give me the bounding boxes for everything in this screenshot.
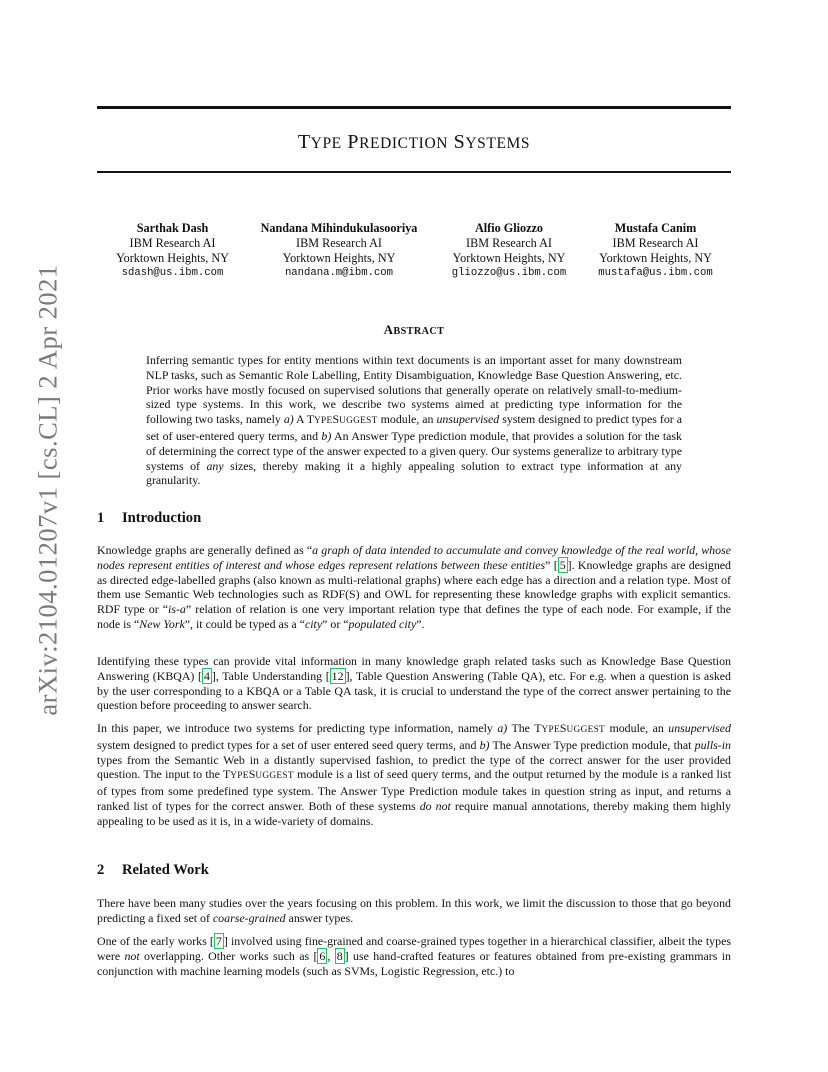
citation-link[interactable]: 12 <box>331 668 344 683</box>
title-rule-top <box>97 106 731 109</box>
author-affiliation: IBM Research AI <box>129 236 216 250</box>
author-email[interactable]: mustafa@us.ibm.com <box>598 267 713 279</box>
author-location: Yorktown Heights, NY <box>599 251 712 265</box>
author-affiliation: IBM Research AI <box>296 236 382 250</box>
author-email[interactable]: gliozzo@us.ibm.com <box>451 267 567 279</box>
typesuggest-name: TYPESUGGEST <box>222 767 294 782</box>
paragraph: In this paper, we introduce two systems for predicting type information, namely a) The TYPESUGGEST module, an unsupervised system designed to predict types for a set of user entered seed query terms, and b) The Answer Type prediction module, that pulls-in types from the Semantic Web in a distantly supervised fashion, to predict the type of the correct answer for the user provided question. The input to the TYPESUGGEST module is a list of seed query terms, and the output returned by the module is a ranked list of types from some predefined type system. The Answer Type Prediction module takes in question string as input, and returns a ranked list of types for the correct answer. Both of these systems do not require manual annotations, thereby making them highly appealing to be used as it is, in a wide-variety of domains. <box>97 721 731 828</box>
author-name: Sarthak Dash <box>136 221 209 235</box>
author-block <box>584 221 727 281</box>
author-email[interactable]: sdash@us.ibm.com <box>121 267 224 279</box>
author-block <box>246 221 432 281</box>
author-block <box>95 221 250 281</box>
author-affiliation: IBM Research AI <box>466 236 552 250</box>
author-location: Yorktown Heights, NY <box>116 251 229 265</box>
abstract-text: Inferring semantic types for entity mentions within text documents is an important asset for many downstream NLP tasks, such as Semantic Role Labelling, Entity Disambiguation, Knowledge Base Question Answering, etc. Prior works have mostly focused on supervised solutions that generally operate on relatively small-to-medium-sized type systems. In this work, we describe two systems aimed at predicting type information for the following two tasks, namely a) A TYPESUGGEST module, an unsupervised system designed to predict types for a set of user-entered query terms, and b) An Answer Type prediction module, that provides a solution for the task of determining the correct type of the answer expected to a given query. Our systems generalize to arbitrary type systems of any sizes, thereby making it a highly appealing solution to extract type information at any granularity. <box>146 353 683 488</box>
paragraph: Knowledge graphs are generally defined as “a graph of data intended to accumulate and convey knowledge of the real world, whose nodes represent entities of interest and whose edges represent relations between these entities” [ 5 ]. Knowledge graphs are designed as directed edge-labelled graphs (also known as multi-relational graphs) where each edge has a direction and a relation type. Most of them use Semantic Web technologies such as RDF(S) and OWL for representing these knowledge graphs with explicit semantics. RDF type or “is-a” relation of relation is one very important relation type that defines the type of each node. For example, if the node is “New York”, it could be typed as a “city” or “populated city”. <box>97 543 732 631</box>
typesuggest-name: TYPESUGGEST <box>306 412 378 427</box>
section-heading-related-work: 2 Related Work <box>97 862 209 878</box>
author-location: Yorktown Heights, NY <box>282 251 396 265</box>
citation-link[interactable]: 6 <box>319 948 326 963</box>
author-name: Nandana Mihindukulasooriya <box>260 221 418 235</box>
paragraph: Identifying these types can provide vital information in many knowledge graph related tasks such as Knowledge Base Question Answering (KBQA) [ 4 ], Table Understanding [ 12 ], Table Question Answering (Table QA), etc. For e.g. when a question is asked by the user corresponding to a KBQA or a Table QA task, it is crucial to understand the type of the correct answer pertaining to the question before proceeding to answer search. <box>97 654 731 713</box>
paragraph: One of the early works [ 7 ] involved using fine-grained and coarse-grained types together in a hierarchical classifier, albeit the types were not overlapping. Other works such as [ 6 , 8 ] use hand-crafted features or features obtained from pre-existing grammars in conjunction with machine learning models (such as SVMs, Logistic Regression, etc.) to <box>97 934 731 978</box>
citation-link[interactable]: 4 <box>203 668 210 683</box>
citation-link[interactable]: 5 <box>559 557 566 572</box>
author-name: Alfio Gliozzo <box>474 221 544 235</box>
arxiv-identifier-stamp: arXiv:2104.01207v1 [cs.CL] 2 Apr 2021 <box>32 264 63 716</box>
paragraph: There have been many studies over the years focusing on this problem. In this work, we limit the discussion to those that go beyond predicting a fixed set of coarse-grained answer types. <box>97 896 731 925</box>
section-heading-introduction: 1 Introduction <box>97 510 202 526</box>
author-email[interactable]: nandana.m@ibm.com <box>284 267 394 279</box>
typesuggest-name: TYPESUGGEST <box>534 721 606 735</box>
abstract-heading: ABSTRACT <box>383 322 445 337</box>
author-block <box>438 221 580 281</box>
author-location: Yorktown Heights, NY <box>452 251 566 265</box>
author-name: Mustafa Canim <box>614 221 697 235</box>
title-rule-bottom <box>97 171 731 173</box>
citation-link[interactable]: 7 <box>215 934 222 948</box>
author-affiliation: IBM Research AI <box>612 236 699 250</box>
paper-title: TYPE PREDICTION SYSTEMS <box>297 131 531 153</box>
citation-link[interactable]: 8 <box>336 948 343 963</box>
